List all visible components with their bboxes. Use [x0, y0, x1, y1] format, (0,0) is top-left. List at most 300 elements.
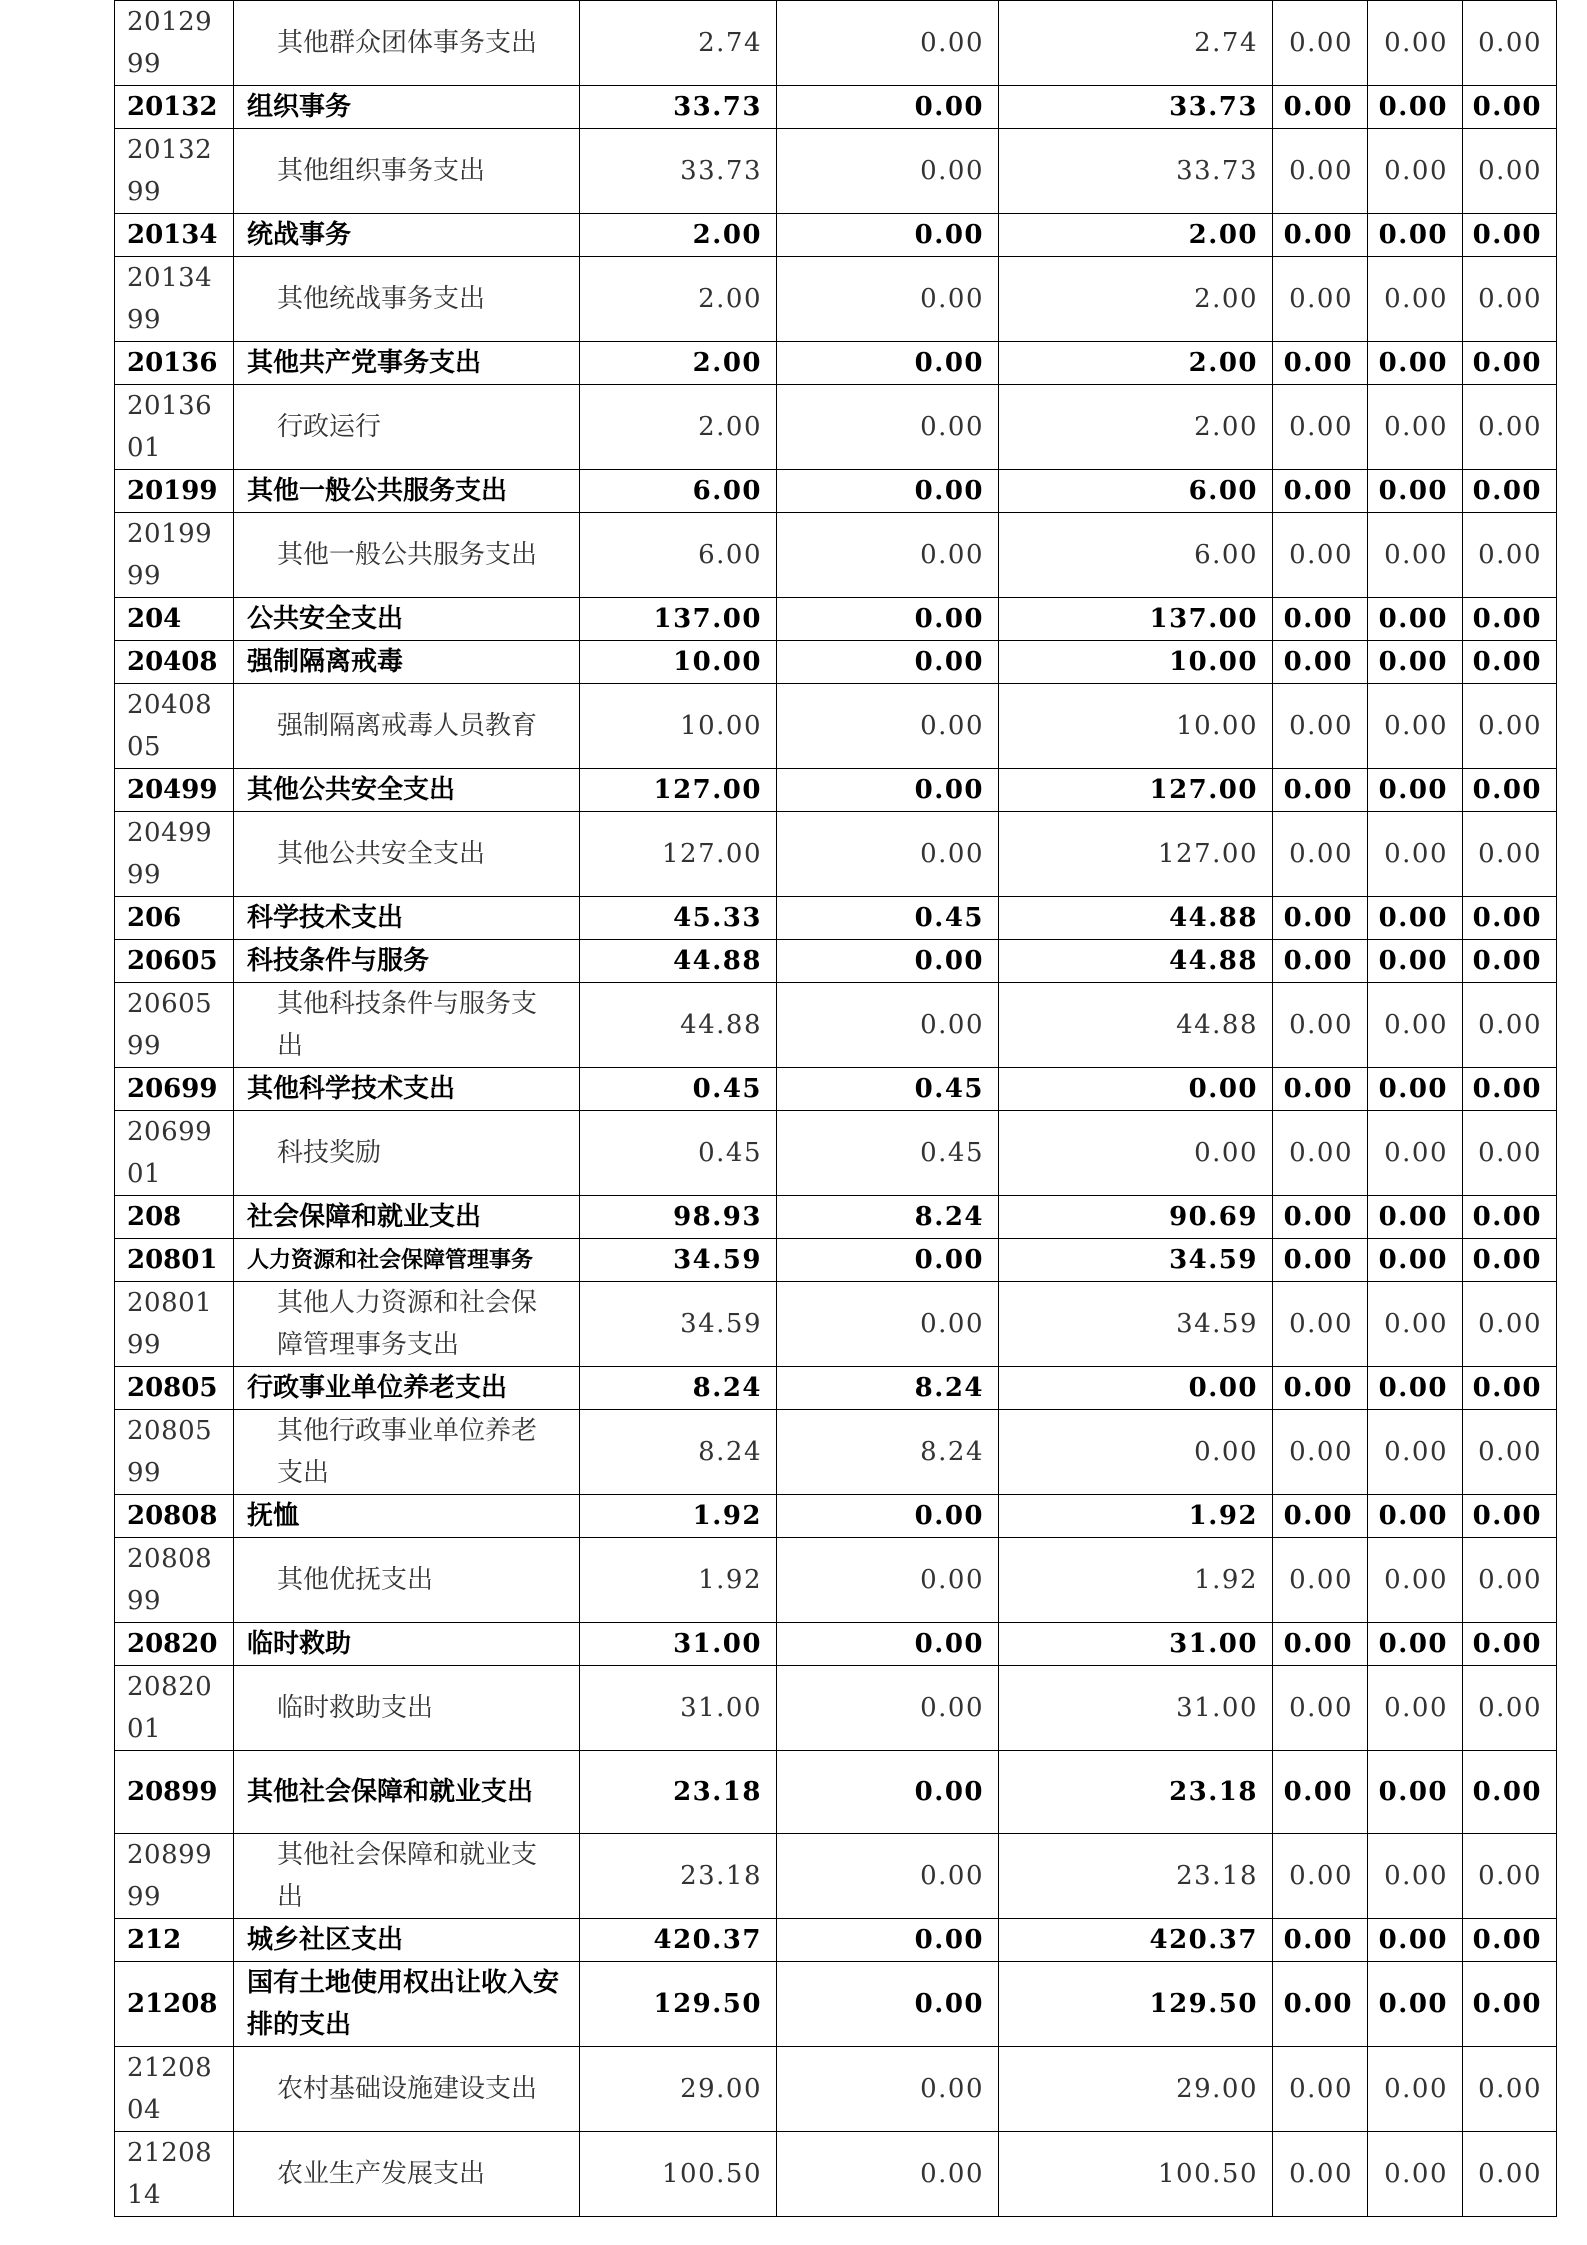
amount-col-7: 0.00	[1368, 2132, 1463, 2217]
amount-col-6: 0.00	[1273, 1, 1368, 86]
amount-col-7: 0.00	[1368, 1410, 1463, 1495]
total-amount: 10.00	[580, 684, 777, 769]
basic-expenditure: 0.00	[777, 2132, 999, 2217]
table-row	[115, 983, 1557, 1068]
total-amount: 0.45	[580, 1111, 777, 1196]
amount-col-6: 0.00	[1273, 1623, 1368, 1666]
subject-name: 人力资源和社会保障管理事务	[234, 1239, 580, 1282]
project-expenditure: 33.73	[999, 129, 1273, 214]
total-amount: 420.37	[580, 1919, 777, 1962]
amount-col-6: 0.00	[1273, 385, 1368, 470]
total-amount: 127.00	[580, 769, 777, 812]
total-amount: 33.73	[580, 129, 777, 214]
amount-col-7: 0.00	[1368, 1282, 1463, 1367]
table-row	[115, 1962, 1557, 2047]
amount-col-7: 0.00	[1368, 812, 1463, 897]
table-row	[115, 1495, 1557, 1538]
total-amount: 0.45	[580, 1068, 777, 1111]
amount-col-7: 0.00	[1368, 684, 1463, 769]
subject-code: 20499	[115, 769, 234, 812]
amount-col-6: 0.00	[1273, 1367, 1368, 1410]
amount-col-8: 0.00	[1463, 257, 1557, 342]
project-expenditure: 0.00	[999, 1111, 1273, 1196]
amount-col-8: 0.00	[1463, 1666, 1557, 1751]
total-amount: 2.00	[580, 214, 777, 257]
amount-col-7: 0.00	[1368, 1239, 1463, 1282]
basic-expenditure: 8.24	[777, 1196, 999, 1239]
amount-col-7: 0.00	[1368, 385, 1463, 470]
amount-col-7: 0.00	[1368, 1751, 1463, 1834]
total-amount: 44.88	[580, 940, 777, 983]
amount-col-8: 0.00	[1463, 598, 1557, 641]
basic-expenditure: 0.00	[777, 812, 999, 897]
basic-expenditure: 0.00	[777, 513, 999, 598]
amount-col-6: 0.00	[1273, 470, 1368, 513]
project-expenditure: 137.00	[999, 598, 1273, 641]
subject-code: 20801	[115, 1239, 234, 1282]
basic-expenditure: 0.00	[777, 1, 999, 86]
project-expenditure: 29.00	[999, 2047, 1273, 2132]
amount-col-7: 0.00	[1368, 1495, 1463, 1538]
subject-name: 其他统战事务支出	[234, 257, 580, 342]
subject-name: 农业生产发展支出	[234, 2132, 580, 2217]
amount-col-7: 0.00	[1368, 257, 1463, 342]
subject-name: 科技条件与服务	[234, 940, 580, 983]
subject-code: 208	[115, 1196, 234, 1239]
project-expenditure: 44.88	[999, 983, 1273, 1068]
subject-name: 统战事务	[234, 214, 580, 257]
subject-name: 其他一般公共服务支出	[234, 513, 580, 598]
total-amount: 137.00	[580, 598, 777, 641]
table-row	[115, 1367, 1557, 1410]
basic-expenditure: 0.00	[777, 342, 999, 385]
basic-expenditure: 0.45	[777, 1111, 999, 1196]
amount-col-7: 0.00	[1368, 1367, 1463, 1410]
subject-code: 21208	[115, 1962, 234, 2047]
subject-code: 2120814	[115, 2132, 234, 2217]
amount-col-7: 0.00	[1368, 2047, 1463, 2132]
amount-col-8: 0.00	[1463, 641, 1557, 684]
total-amount: 2.00	[580, 257, 777, 342]
subject-name: 科技奖励	[234, 1111, 580, 1196]
amount-col-8: 0.00	[1463, 1538, 1557, 1623]
basic-expenditure: 0.00	[777, 1538, 999, 1623]
subject-name: 其他社会保障和就业支出	[234, 1834, 580, 1919]
basic-expenditure: 0.45	[777, 1068, 999, 1111]
amount-col-8: 0.00	[1463, 214, 1557, 257]
total-amount: 2.74	[580, 1, 777, 86]
total-amount: 34.59	[580, 1239, 777, 1282]
subject-name: 其他公共安全支出	[234, 812, 580, 897]
amount-col-8: 0.00	[1463, 1239, 1557, 1282]
subject-name: 农村基础设施建设支出	[234, 2047, 580, 2132]
amount-col-6: 0.00	[1273, 513, 1368, 598]
total-amount: 31.00	[580, 1623, 777, 1666]
project-expenditure: 34.59	[999, 1239, 1273, 1282]
project-expenditure: 0.00	[999, 1410, 1273, 1495]
subject-code: 2080899	[115, 1538, 234, 1623]
total-amount: 44.88	[580, 983, 777, 1068]
amount-col-8: 0.00	[1463, 1196, 1557, 1239]
amount-col-6: 0.00	[1273, 1538, 1368, 1623]
subject-code: 20134	[115, 214, 234, 257]
amount-col-7: 0.00	[1368, 1962, 1463, 2047]
basic-expenditure: 8.24	[777, 1410, 999, 1495]
amount-col-6: 0.00	[1273, 1666, 1368, 1751]
basic-expenditure: 0.00	[777, 1834, 999, 1919]
table-row	[115, 1410, 1557, 1495]
table-row	[115, 1623, 1557, 1666]
project-expenditure: 23.18	[999, 1751, 1273, 1834]
amount-col-6: 0.00	[1273, 598, 1368, 641]
amount-col-6: 0.00	[1273, 129, 1368, 214]
total-amount: 1.92	[580, 1538, 777, 1623]
amount-col-7: 0.00	[1368, 1111, 1463, 1196]
amount-col-6: 0.00	[1273, 2132, 1368, 2217]
amount-col-8: 0.00	[1463, 1751, 1557, 1834]
amount-col-7: 0.00	[1368, 513, 1463, 598]
amount-col-6: 0.00	[1273, 86, 1368, 129]
subject-name: 其他公共安全支出	[234, 769, 580, 812]
table-row	[115, 1834, 1557, 1919]
project-expenditure: 6.00	[999, 470, 1273, 513]
amount-col-7: 0.00	[1368, 598, 1463, 641]
amount-col-6: 0.00	[1273, 684, 1368, 769]
total-amount: 6.00	[580, 513, 777, 598]
subject-code: 2012999	[115, 1, 234, 86]
subject-code: 20805	[115, 1367, 234, 1410]
amount-col-6: 0.00	[1273, 1111, 1368, 1196]
subject-name: 科学技术支出	[234, 897, 580, 940]
table-row	[115, 214, 1557, 257]
subject-name: 其他社会保障和就业支出	[234, 1751, 580, 1834]
total-amount: 2.00	[580, 385, 777, 470]
subject-code: 2082001	[115, 1666, 234, 1751]
amount-col-6: 0.00	[1273, 342, 1368, 385]
subject-name: 其他一般公共服务支出	[234, 470, 580, 513]
subject-name: 其他共产党事务支出	[234, 342, 580, 385]
subject-name: 强制隔离戒毒人员教育	[234, 684, 580, 769]
subject-name: 抚恤	[234, 1495, 580, 1538]
table-row	[115, 1282, 1557, 1367]
subject-code: 20199	[115, 470, 234, 513]
amount-col-8: 0.00	[1463, 1962, 1557, 2047]
amount-col-8: 0.00	[1463, 2132, 1557, 2217]
project-expenditure: 2.00	[999, 385, 1273, 470]
amount-col-6: 0.00	[1273, 812, 1368, 897]
subject-name: 其他科学技术支出	[234, 1068, 580, 1111]
project-expenditure: 10.00	[999, 684, 1273, 769]
subject-code: 20820	[115, 1623, 234, 1666]
table-row	[115, 769, 1557, 812]
amount-col-7: 0.00	[1368, 1, 1463, 86]
total-amount: 100.50	[580, 2132, 777, 2217]
subject-code: 2080199	[115, 1282, 234, 1367]
subject-name: 行政事业单位养老支出	[234, 1367, 580, 1410]
basic-expenditure: 0.00	[777, 257, 999, 342]
basic-expenditure: 0.00	[777, 684, 999, 769]
subject-code: 206	[115, 897, 234, 940]
subject-code: 20136	[115, 342, 234, 385]
project-expenditure: 100.50	[999, 2132, 1273, 2217]
basic-expenditure: 0.00	[777, 1623, 999, 1666]
subject-name: 公共安全支出	[234, 598, 580, 641]
amount-col-7: 0.00	[1368, 342, 1463, 385]
total-amount: 98.93	[580, 1196, 777, 1239]
table-row	[115, 129, 1557, 214]
amount-col-6: 0.00	[1273, 769, 1368, 812]
total-amount: 6.00	[580, 470, 777, 513]
basic-expenditure: 0.00	[777, 1239, 999, 1282]
project-expenditure: 31.00	[999, 1623, 1273, 1666]
amount-col-6: 0.00	[1273, 641, 1368, 684]
amount-col-7: 0.00	[1368, 1538, 1463, 1623]
project-expenditure: 2.00	[999, 214, 1273, 257]
table-row	[115, 1666, 1557, 1751]
subject-code: 2013601	[115, 385, 234, 470]
subject-name: 其他群众团体事务支出	[234, 1, 580, 86]
project-expenditure: 6.00	[999, 513, 1273, 598]
amount-col-8: 0.00	[1463, 86, 1557, 129]
amount-col-7: 0.00	[1368, 897, 1463, 940]
amount-col-7: 0.00	[1368, 129, 1463, 214]
subject-code: 2080599	[115, 1410, 234, 1495]
table-row	[115, 1068, 1557, 1111]
project-expenditure: 90.69	[999, 1196, 1273, 1239]
project-expenditure: 2.74	[999, 1, 1273, 86]
basic-expenditure: 0.00	[777, 2047, 999, 2132]
table-row	[115, 684, 1557, 769]
table-row	[115, 1196, 1557, 1239]
basic-expenditure: 0.00	[777, 940, 999, 983]
subject-code: 2120804	[115, 2047, 234, 2132]
project-expenditure: 2.00	[999, 257, 1273, 342]
subject-name: 临时救助支出	[234, 1666, 580, 1751]
total-amount: 8.24	[580, 1410, 777, 1495]
basic-expenditure: 0.00	[777, 1666, 999, 1751]
amount-col-8: 0.00	[1463, 342, 1557, 385]
project-expenditure: 2.00	[999, 342, 1273, 385]
subject-name: 组织事务	[234, 86, 580, 129]
amount-col-7: 0.00	[1368, 1666, 1463, 1751]
amount-col-8: 0.00	[1463, 1919, 1557, 1962]
total-amount: 10.00	[580, 641, 777, 684]
amount-col-8: 0.00	[1463, 897, 1557, 940]
amount-col-8: 0.00	[1463, 1282, 1557, 1367]
amount-col-8: 0.00	[1463, 1623, 1557, 1666]
amount-col-7: 0.00	[1368, 470, 1463, 513]
table-row	[115, 897, 1557, 940]
table-row	[115, 812, 1557, 897]
amount-col-7: 0.00	[1368, 641, 1463, 684]
amount-col-6: 0.00	[1273, 1239, 1368, 1282]
basic-expenditure: 0.00	[777, 1495, 999, 1538]
project-expenditure: 420.37	[999, 1919, 1273, 1962]
amount-col-8: 0.00	[1463, 1495, 1557, 1538]
table-row	[115, 1538, 1557, 1623]
amount-col-8: 0.00	[1463, 129, 1557, 214]
total-amount: 127.00	[580, 812, 777, 897]
amount-col-6: 0.00	[1273, 1196, 1368, 1239]
amount-col-6: 0.00	[1273, 897, 1368, 940]
amount-col-8: 0.00	[1463, 1111, 1557, 1196]
total-amount: 2.00	[580, 342, 777, 385]
amount-col-8: 0.00	[1463, 983, 1557, 1068]
subject-name: 行政运行	[234, 385, 580, 470]
total-amount: 8.24	[580, 1367, 777, 1410]
subject-code: 20605	[115, 940, 234, 983]
amount-col-8: 0.00	[1463, 1, 1557, 86]
table-row	[115, 470, 1557, 513]
table-row	[115, 2047, 1557, 2132]
project-expenditure: 44.88	[999, 940, 1273, 983]
total-amount: 23.18	[580, 1751, 777, 1834]
subject-code: 2019999	[115, 513, 234, 598]
amount-col-6: 0.00	[1273, 1282, 1368, 1367]
total-amount: 34.59	[580, 1282, 777, 1367]
project-expenditure: 129.50	[999, 1962, 1273, 2047]
total-amount: 31.00	[580, 1666, 777, 1751]
amount-col-7: 0.00	[1368, 1196, 1463, 1239]
total-amount: 23.18	[580, 1834, 777, 1919]
table-row	[115, 598, 1557, 641]
amount-col-6: 0.00	[1273, 1068, 1368, 1111]
amount-col-8: 0.00	[1463, 1410, 1557, 1495]
table-row	[115, 940, 1557, 983]
amount-col-7: 0.00	[1368, 983, 1463, 1068]
amount-col-8: 0.00	[1463, 1834, 1557, 1919]
amount-col-7: 0.00	[1368, 1919, 1463, 1962]
basic-expenditure: 0.00	[777, 1282, 999, 1367]
subject-code: 2040805	[115, 684, 234, 769]
amount-col-8: 0.00	[1463, 1068, 1557, 1111]
amount-col-6: 0.00	[1273, 983, 1368, 1068]
amount-col-6: 0.00	[1273, 257, 1368, 342]
total-amount: 45.33	[580, 897, 777, 940]
amount-col-7: 0.00	[1368, 940, 1463, 983]
basic-expenditure: 0.00	[777, 1919, 999, 1962]
total-amount: 129.50	[580, 1962, 777, 2047]
subject-code: 20699	[115, 1068, 234, 1111]
amount-col-7: 0.00	[1368, 1834, 1463, 1919]
amount-col-7: 0.00	[1368, 1068, 1463, 1111]
budget-expenditure-sheet	[114, 0, 1556, 2217]
basic-expenditure: 0.00	[777, 769, 999, 812]
subject-name: 其他人力资源和社会保障管理事务支出	[234, 1282, 580, 1367]
amount-col-6: 0.00	[1273, 1410, 1368, 1495]
subject-name: 城乡社区支出	[234, 1919, 580, 1962]
table-row	[115, 1111, 1557, 1196]
amount-col-6: 0.00	[1273, 1919, 1368, 1962]
subject-code: 20132	[115, 86, 234, 129]
table-row	[115, 2132, 1557, 2217]
table-row	[115, 641, 1557, 684]
total-amount: 29.00	[580, 2047, 777, 2132]
project-expenditure: 127.00	[999, 769, 1273, 812]
subject-name: 社会保障和就业支出	[234, 1196, 580, 1239]
basic-expenditure: 0.00	[777, 1751, 999, 1834]
project-expenditure: 34.59	[999, 1282, 1273, 1367]
basic-expenditure: 0.00	[777, 129, 999, 214]
total-amount: 33.73	[580, 86, 777, 129]
amount-col-6: 0.00	[1273, 1751, 1368, 1834]
amount-col-7: 0.00	[1368, 1623, 1463, 1666]
table-row	[115, 385, 1557, 470]
basic-expenditure: 0.00	[777, 470, 999, 513]
basic-expenditure: 0.00	[777, 598, 999, 641]
subject-code: 2013299	[115, 129, 234, 214]
table-row	[115, 86, 1557, 129]
basic-expenditure: 0.00	[777, 641, 999, 684]
subject-name: 其他行政事业单位养老支出	[234, 1410, 580, 1495]
subject-code: 2069901	[115, 1111, 234, 1196]
amount-col-8: 0.00	[1463, 684, 1557, 769]
amount-col-8: 0.00	[1463, 812, 1557, 897]
amount-col-8: 0.00	[1463, 1367, 1557, 1410]
subject-name: 其他组织事务支出	[234, 129, 580, 214]
table-row	[115, 1239, 1557, 1282]
table-row	[115, 1751, 1557, 1834]
project-expenditure: 0.00	[999, 1367, 1273, 1410]
subject-name: 国有土地使用权出让收入安排的支出	[234, 1962, 580, 2047]
amount-col-6: 0.00	[1273, 940, 1368, 983]
basic-expenditure: 0.45	[777, 897, 999, 940]
amount-col-7: 0.00	[1368, 769, 1463, 812]
subject-code: 20408	[115, 641, 234, 684]
basic-expenditure: 0.00	[777, 86, 999, 129]
amount-col-8: 0.00	[1463, 385, 1557, 470]
budget-expenditure-table	[114, 0, 1557, 2217]
project-expenditure: 31.00	[999, 1666, 1273, 1751]
subject-code: 2089999	[115, 1834, 234, 1919]
table-row	[115, 257, 1557, 342]
amount-col-6: 0.00	[1273, 2047, 1368, 2132]
table-row	[115, 1, 1557, 86]
table-row	[115, 1919, 1557, 1962]
subject-code: 20808	[115, 1495, 234, 1538]
project-expenditure: 1.92	[999, 1538, 1273, 1623]
subject-code: 2060599	[115, 983, 234, 1068]
subject-code: 2013499	[115, 257, 234, 342]
table-row	[115, 342, 1557, 385]
subject-name: 临时救助	[234, 1623, 580, 1666]
basic-expenditure: 0.00	[777, 385, 999, 470]
project-expenditure: 33.73	[999, 86, 1273, 129]
basic-expenditure: 0.00	[777, 214, 999, 257]
project-expenditure: 127.00	[999, 812, 1273, 897]
amount-col-8: 0.00	[1463, 940, 1557, 983]
amount-col-8: 0.00	[1463, 2047, 1557, 2132]
amount-col-7: 0.00	[1368, 86, 1463, 129]
amount-col-7: 0.00	[1368, 214, 1463, 257]
subject-name: 其他优抚支出	[234, 1538, 580, 1623]
subject-name: 强制隔离戒毒	[234, 641, 580, 684]
subject-code: 212	[115, 1919, 234, 1962]
subject-code: 20899	[115, 1751, 234, 1834]
project-expenditure: 23.18	[999, 1834, 1273, 1919]
subject-name: 其他科技条件与服务支出	[234, 983, 580, 1068]
amount-col-6: 0.00	[1273, 1495, 1368, 1538]
table-row	[115, 513, 1557, 598]
amount-col-8: 0.00	[1463, 470, 1557, 513]
amount-col-8: 0.00	[1463, 513, 1557, 598]
amount-col-8: 0.00	[1463, 769, 1557, 812]
amount-col-6: 0.00	[1273, 1834, 1368, 1919]
project-expenditure: 0.00	[999, 1068, 1273, 1111]
project-expenditure: 10.00	[999, 641, 1273, 684]
subject-code: 204	[115, 598, 234, 641]
amount-col-6: 0.00	[1273, 214, 1368, 257]
